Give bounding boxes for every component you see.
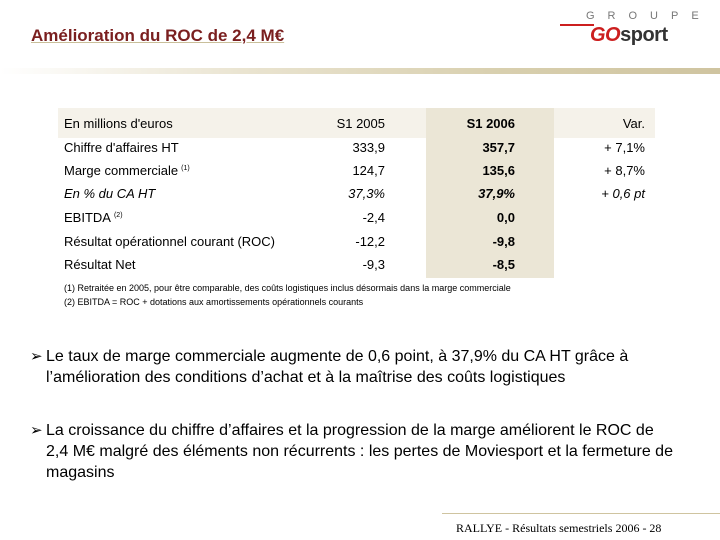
marge-commerciale-text: Marge commerciale	[64, 163, 179, 178]
row-resultat-net-2006: -8,5	[492, 257, 515, 272]
arrow-bullet-icon: ➢	[30, 348, 43, 365]
header-gradient-bar	[0, 68, 720, 74]
logo-brand	[590, 24, 668, 47]
footer-text: RALLYE - Résultats semestriels 2006 - 28	[456, 521, 662, 535]
footnote-ref-2: (2)	[113, 212, 123, 219]
table-header-label: En millions d'euros	[64, 116, 173, 131]
footer-divider	[442, 513, 720, 514]
row-marge-commerciale-2006: 135,6	[482, 163, 515, 178]
row-label-chiffre-affaires: Chiffre d'affaires HT	[64, 140, 179, 155]
footnote-1: (1) Retraitée en 2005, pour être comparable, des coûts logistiques inclus désormais dans la marge commerciale	[64, 283, 511, 293]
row-label-pct-ca: En % du CA HT	[64, 186, 156, 201]
row-marge-commerciale-2005: 124,7	[352, 163, 385, 178]
row-ebitda-2006: 0,0	[496, 210, 515, 225]
logo-red-line	[560, 24, 594, 26]
row-label-roc: Résultat opérationnel courant (ROC)	[64, 234, 275, 249]
go-sport-logo	[560, 10, 712, 46]
footnote-ref-1: (1)	[181, 165, 190, 172]
row-resultat-net-2005: -9,3	[362, 257, 385, 272]
table-header-s1-2006: S1 2006	[466, 116, 515, 131]
row-label-resultat-net: Résultat Net	[64, 257, 136, 272]
row-chiffre-affaires-2006: 357,7	[482, 140, 515, 155]
bullet-text: Le taux de marge commerciale augmente de 0,6 point, à 37,9% du CA HT grâce à l’amélioration des conditions d’achat et à la maîtrise des coûts logistiques	[46, 348, 629, 386]
row-chiffre-affaires-var: + 7,1%	[604, 140, 645, 155]
row-roc-2005: -12,2	[355, 234, 385, 249]
row-pct-ca-2005: 37,3%	[348, 186, 385, 201]
slide-title: Amélioration du ROC de 2,4 M€	[31, 26, 285, 45]
row-marge-commerciale-var: + 8,7%	[604, 163, 645, 178]
logo-go: GO	[590, 24, 621, 46]
row-pct-ca-2006: 37,9%	[478, 186, 515, 201]
row-pct-ca-var: + 0,6 pt	[601, 186, 645, 201]
row-label-ebitda	[64, 210, 123, 225]
footnote-2: (2) EBITDA = ROC + dotations aux amortissements opérationnels courants	[64, 297, 364, 307]
row-label-marge-commerciale	[64, 163, 190, 178]
table-header-var: Var.	[622, 116, 645, 131]
row-roc-2006: -9,8	[492, 234, 515, 249]
logo-sport: sport	[620, 24, 668, 46]
row-chiffre-affaires-2005: 333,9	[352, 140, 385, 155]
bullet-text: La croissance du chiffre d’affaires et la progression de la marge améliorent le ROC de 2,4 M€ malgré des éléments non récurrents : les pertes de Moviesport et la fermeture de magasins	[46, 422, 673, 481]
arrow-bullet-icon: ➢	[30, 422, 43, 439]
ebitda-text: EBITDA	[64, 210, 111, 225]
bullet-item	[30, 346, 680, 388]
bullet-item	[30, 420, 680, 483]
row-ebitda-2005: -2,4	[362, 210, 385, 225]
table-header-s1-2005: S1 2005	[336, 116, 385, 131]
logo-groupe-text: GROUPE	[586, 10, 712, 22]
